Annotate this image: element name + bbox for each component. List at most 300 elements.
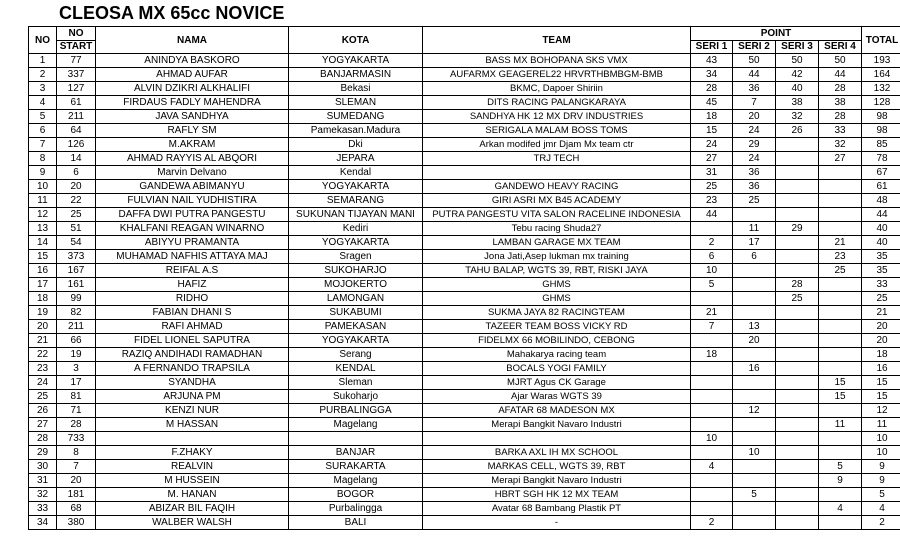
cell-total: 164	[862, 68, 900, 82]
cell-kota: MOJOKERTO	[289, 278, 423, 292]
cell-no-start: 28	[57, 418, 96, 432]
cell-seri-2: 20	[733, 334, 776, 348]
cell-seri-2	[733, 208, 776, 222]
cell-no: 28	[29, 432, 57, 446]
cell-seri-4: 9	[819, 474, 862, 488]
cell-total: 44	[862, 208, 900, 222]
table-row	[29, 222, 900, 236]
cell-team: GHMS	[423, 278, 691, 292]
table-row	[29, 264, 900, 278]
table-row	[29, 236, 900, 250]
cell-seri-2: 6	[733, 250, 776, 264]
cell-team	[423, 166, 691, 180]
cell-nama: A FERNANDO TRAPSILA	[96, 362, 289, 376]
cell-seri-3	[776, 320, 819, 334]
cell-kota: PAMEKASAN	[289, 320, 423, 334]
cell-seri-1: 34	[691, 68, 733, 82]
cell-no-start: 380	[57, 516, 96, 530]
cell-nama: SYANDHA	[96, 376, 289, 390]
cell-nama: ALVIN DZIKRI ALKHALIFI	[96, 82, 289, 96]
cell-total: 9	[862, 460, 900, 474]
cell-seri-4: 38	[819, 96, 862, 110]
cell-total: 11	[862, 418, 900, 432]
cell-no-start: 82	[57, 306, 96, 320]
cell-team: Ajar Waras WGTS 39	[423, 390, 691, 404]
cell-no: 11	[29, 194, 57, 208]
cell-no-start: 64	[57, 124, 96, 138]
cell-kota: Dki	[289, 138, 423, 152]
cell-team: SERIGALA MALAM BOSS TOMS	[423, 124, 691, 138]
cell-no: 16	[29, 264, 57, 278]
cell-nama: M. HANAN	[96, 488, 289, 502]
cell-kota: Magelang	[289, 474, 423, 488]
cell-team: LAMBAN GARAGE MX TEAM	[423, 236, 691, 250]
cell-seri-2: 36	[733, 180, 776, 194]
cell-total: 85	[862, 138, 900, 152]
cell-total: 61	[862, 180, 900, 194]
cell-seri-3	[776, 432, 819, 446]
cell-nama: RAZIQ ANDIHADI RAMADHAN	[96, 348, 289, 362]
cell-kota: JEPARA	[289, 152, 423, 166]
cell-kota: BANJARMASIN	[289, 68, 423, 82]
cell-nama: MUHAMAD NAFHIS ATTAYA MAJ	[96, 250, 289, 264]
cell-no: 8	[29, 152, 57, 166]
table-row	[29, 278, 900, 292]
cell-no-start: 167	[57, 264, 96, 278]
cell-seri-1	[691, 376, 733, 390]
cell-seri-2: 13	[733, 320, 776, 334]
table-row	[29, 334, 900, 348]
cell-no-start: 126	[57, 138, 96, 152]
cell-seri-4: 28	[819, 82, 862, 96]
table-row	[29, 390, 900, 404]
cell-kota: BALI	[289, 516, 423, 530]
cell-seri-2	[733, 516, 776, 530]
cell-seri-4: 21	[819, 236, 862, 250]
cell-seri-3	[776, 474, 819, 488]
table-row	[29, 68, 900, 82]
cell-no-start: 81	[57, 390, 96, 404]
cell-team: GHMS	[423, 292, 691, 306]
cell-seri-1: 6	[691, 250, 733, 264]
cell-seri-4: 33	[819, 124, 862, 138]
cell-kota: Sragen	[289, 250, 423, 264]
cell-no: 31	[29, 474, 57, 488]
cell-no: 9	[29, 166, 57, 180]
cell-nama: M HASSAN	[96, 418, 289, 432]
cell-no-start: 68	[57, 502, 96, 516]
table-row	[29, 460, 900, 474]
cell-seri-4: 25	[819, 264, 862, 278]
cell-no: 25	[29, 390, 57, 404]
cell-no-start: 66	[57, 334, 96, 348]
cell-no-start: 71	[57, 404, 96, 418]
cell-total: 78	[862, 152, 900, 166]
cell-team: SUKMA JAYA 82 RACINGTEAM	[423, 306, 691, 320]
cell-seri-3: 42	[776, 68, 819, 82]
cell-team: Jona Jati,Asep lukman mx training	[423, 250, 691, 264]
cell-seri-1: 18	[691, 110, 733, 124]
cell-seri-1: 18	[691, 348, 733, 362]
cell-no: 14	[29, 236, 57, 250]
cell-no-start: 211	[57, 320, 96, 334]
cell-no-start: 127	[57, 82, 96, 96]
cell-kota: LAMONGAN	[289, 292, 423, 306]
cell-no-start: 20	[57, 180, 96, 194]
header-seri-1: SERI 1	[691, 41, 733, 54]
table-row	[29, 208, 900, 222]
cell-seri-2	[733, 460, 776, 474]
cell-total: 35	[862, 264, 900, 278]
table-row	[29, 488, 900, 502]
table-body	[29, 54, 900, 530]
cell-nama	[96, 432, 289, 446]
cell-seri-3	[776, 236, 819, 250]
cell-seri-3	[776, 460, 819, 474]
cell-total: 40	[862, 236, 900, 250]
cell-nama: FIRDAUS FADLY MAHENDRA	[96, 96, 289, 110]
cell-total: 15	[862, 376, 900, 390]
cell-total: 33	[862, 278, 900, 292]
cell-seri-2	[733, 474, 776, 488]
table-row	[29, 250, 900, 264]
cell-seri-2: 24	[733, 124, 776, 138]
cell-seri-4: 5	[819, 460, 862, 474]
table-row	[29, 432, 900, 446]
cell-seri-1: 4	[691, 460, 733, 474]
cell-seri-4	[819, 166, 862, 180]
cell-seri-4	[819, 516, 862, 530]
cell-nama: REALVIN	[96, 460, 289, 474]
table-row	[29, 110, 900, 124]
cell-seri-4	[819, 222, 862, 236]
cell-seri-3	[776, 348, 819, 362]
cell-seri-3: 32	[776, 110, 819, 124]
cell-kota: Serang	[289, 348, 423, 362]
cell-no-start: 7	[57, 460, 96, 474]
cell-no-start: 3	[57, 362, 96, 376]
cell-nama: REIFAL A.S	[96, 264, 289, 278]
cell-seri-2	[733, 432, 776, 446]
cell-nama: DAFFA DWI PUTRA PANGESTU	[96, 208, 289, 222]
cell-no: 24	[29, 376, 57, 390]
table-row	[29, 362, 900, 376]
cell-team: FIDELMX 66 MOBILINDO, CEBONG	[423, 334, 691, 348]
cell-no-start: 733	[57, 432, 96, 446]
table-row	[29, 404, 900, 418]
table-row	[29, 348, 900, 362]
header-seri-3: SERI 3	[776, 41, 819, 54]
cell-no: 30	[29, 460, 57, 474]
cell-seri-1: 21	[691, 306, 733, 320]
cell-seri-2: 24	[733, 152, 776, 166]
cell-total: 20	[862, 320, 900, 334]
header-no-start-top: NO	[57, 27, 96, 41]
cell-seri-4: 4	[819, 502, 862, 516]
header-seri-4: SERI 4	[819, 41, 862, 54]
cell-no: 17	[29, 278, 57, 292]
cell-kota: Kediri	[289, 222, 423, 236]
cell-nama: GANDEWA ABIMANYU	[96, 180, 289, 194]
cell-seri-4	[819, 292, 862, 306]
cell-seri-1: 2	[691, 516, 733, 530]
cell-nama: FULVIAN NAIL YUDHISTIRA	[96, 194, 289, 208]
cell-seri-1: 28	[691, 82, 733, 96]
cell-no-start: 337	[57, 68, 96, 82]
cell-nama: FIDEL LIONEL SAPUTRA	[96, 334, 289, 348]
cell-seri-4: 15	[819, 390, 862, 404]
cell-seri-3	[776, 376, 819, 390]
cell-team: MJRT Agus CK Garage	[423, 376, 691, 390]
table-header	[29, 27, 900, 54]
cell-seri-3	[776, 208, 819, 222]
cell-no: 27	[29, 418, 57, 432]
cell-no-start: 8	[57, 446, 96, 460]
cell-seri-1	[691, 446, 733, 460]
cell-no: 5	[29, 110, 57, 124]
cell-no: 1	[29, 54, 57, 68]
cell-nama: WALBER WALSH	[96, 516, 289, 530]
cell-seri-2: 29	[733, 138, 776, 152]
cell-no: 26	[29, 404, 57, 418]
cell-seri-4	[819, 362, 862, 376]
cell-no-start: 20	[57, 474, 96, 488]
cell-seri-4: 50	[819, 54, 862, 68]
cell-no: 23	[29, 362, 57, 376]
cell-no-start: 19	[57, 348, 96, 362]
table-row	[29, 516, 900, 530]
cell-seri-2: 25	[733, 194, 776, 208]
cell-seri-3	[776, 180, 819, 194]
cell-no: 6	[29, 124, 57, 138]
cell-seri-2: 17	[733, 236, 776, 250]
cell-team: GIRI ASRI MX B45 ACADEMY	[423, 194, 691, 208]
cell-no-start: 211	[57, 110, 96, 124]
cell-no-start: 54	[57, 236, 96, 250]
cell-total: 20	[862, 334, 900, 348]
cell-total: 128	[862, 96, 900, 110]
cell-total: 5	[862, 488, 900, 502]
cell-no: 10	[29, 180, 57, 194]
cell-seri-2: 5	[733, 488, 776, 502]
table-row	[29, 194, 900, 208]
cell-nama: RIDHO	[96, 292, 289, 306]
cell-total: 98	[862, 110, 900, 124]
cell-seri-1: 2	[691, 236, 733, 250]
cell-seri-3	[776, 390, 819, 404]
cell-team: HBRT SGH HK 12 MX TEAM	[423, 488, 691, 502]
cell-seri-1: 23	[691, 194, 733, 208]
header-kota: KOTA	[289, 27, 423, 54]
cell-total: 98	[862, 124, 900, 138]
cell-no: 3	[29, 82, 57, 96]
header-point: POINT	[691, 27, 862, 41]
cell-seri-2	[733, 264, 776, 278]
cell-kota: SURAKARTA	[289, 460, 423, 474]
cell-no: 19	[29, 306, 57, 320]
cell-seri-2	[733, 376, 776, 390]
cell-seri-4	[819, 446, 862, 460]
table-row	[29, 124, 900, 138]
cell-kota: SEMARANG	[289, 194, 423, 208]
cell-seri-4: 28	[819, 110, 862, 124]
cell-seri-4	[819, 208, 862, 222]
cell-seri-3: 50	[776, 54, 819, 68]
cell-seri-3	[776, 194, 819, 208]
cell-seri-3	[776, 516, 819, 530]
cell-kota: Bekasi	[289, 82, 423, 96]
cell-seri-4: 27	[819, 152, 862, 166]
cell-seri-1	[691, 390, 733, 404]
cell-seri-2	[733, 306, 776, 320]
cell-total: 48	[862, 194, 900, 208]
header-total: TOTAL	[862, 27, 900, 54]
cell-kota: SLEMAN	[289, 96, 423, 110]
cell-no: 20	[29, 320, 57, 334]
cell-team	[423, 432, 691, 446]
cell-nama: ABIYYU PRAMANTA	[96, 236, 289, 250]
cell-seri-1	[691, 488, 733, 502]
cell-seri-3	[776, 152, 819, 166]
cell-nama: KENZI NUR	[96, 404, 289, 418]
cell-no: 22	[29, 348, 57, 362]
cell-seri-4	[819, 488, 862, 502]
cell-team: BOCALS YOGI FAMILY	[423, 362, 691, 376]
cell-seri-4	[819, 432, 862, 446]
cell-seri-3	[776, 334, 819, 348]
cell-seri-2	[733, 348, 776, 362]
cell-team: BASS MX BOHOPANA SKS VMX	[423, 54, 691, 68]
cell-nama: AHMAD AUFAR	[96, 68, 289, 82]
cell-seri-1	[691, 474, 733, 488]
cell-no: 33	[29, 502, 57, 516]
cell-seri-4: 32	[819, 138, 862, 152]
cell-seri-1	[691, 418, 733, 432]
cell-seri-3	[776, 306, 819, 320]
cell-no: 32	[29, 488, 57, 502]
cell-team: -	[423, 516, 691, 530]
cell-kota: SUKABUMI	[289, 306, 423, 320]
cell-seri-2	[733, 502, 776, 516]
table-row	[29, 418, 900, 432]
cell-seri-1: 44	[691, 208, 733, 222]
cell-team: TAZEER TEAM BOSS VICKY RD	[423, 320, 691, 334]
cell-team: TAHU BALAP, WGTS 39, RBT, RISKI JAYA	[423, 264, 691, 278]
cell-seri-2: 7	[733, 96, 776, 110]
cell-nama: JAVA SANDHYA	[96, 110, 289, 124]
cell-nama: M HUSSEIN	[96, 474, 289, 488]
cell-seri-1: 27	[691, 152, 733, 166]
cell-kota: Sukoharjo	[289, 390, 423, 404]
cell-seri-2	[733, 292, 776, 306]
cell-nama: HAFIZ	[96, 278, 289, 292]
cell-team: AUFARMX GEAGEREL22 HRVRTHBMBGM-BMB	[423, 68, 691, 82]
cell-seri-1	[691, 404, 733, 418]
cell-seri-3	[776, 502, 819, 516]
cell-seri-2: 44	[733, 68, 776, 82]
cell-no-start: 25	[57, 208, 96, 222]
cell-seri-4	[819, 348, 862, 362]
cell-total: 10	[862, 432, 900, 446]
cell-seri-2: 11	[733, 222, 776, 236]
cell-team: Merapi Bangkit Navaro Industri	[423, 418, 691, 432]
cell-total: 25	[862, 292, 900, 306]
cell-seri-4	[819, 194, 862, 208]
table-row	[29, 152, 900, 166]
table-row	[29, 306, 900, 320]
cell-kota: YOGYAKARTA	[289, 236, 423, 250]
cell-nama: RAFLY SM	[96, 124, 289, 138]
cell-kota: Magelang	[289, 418, 423, 432]
cell-nama: KHALFANI REAGAN WINARNO	[96, 222, 289, 236]
cell-team: TRJ TECH	[423, 152, 691, 166]
cell-team: Arkan modifed jmr Djam Mx team ctr	[423, 138, 691, 152]
cell-kota: SUKUNAN TIJAYAN MANI	[289, 208, 423, 222]
cell-nama: Marvin Delvano	[96, 166, 289, 180]
header-nama: NAMA	[96, 27, 289, 54]
cell-team: SANDHYA HK 12 MX DRV INDUSTRIES	[423, 110, 691, 124]
cell-no-start: 99	[57, 292, 96, 306]
cell-no: 18	[29, 292, 57, 306]
cell-total: 4	[862, 502, 900, 516]
cell-kota: Sleman	[289, 376, 423, 390]
cell-no: 15	[29, 250, 57, 264]
cell-team: Mahakarya racing team	[423, 348, 691, 362]
cell-total: 35	[862, 250, 900, 264]
cell-seri-4: 15	[819, 376, 862, 390]
cell-seri-4	[819, 320, 862, 334]
cell-seri-3: 25	[776, 292, 819, 306]
cell-nama: FABIAN DHANI S	[96, 306, 289, 320]
cell-seri-4: 44	[819, 68, 862, 82]
cell-kota	[289, 432, 423, 446]
cell-team: PUTRA PANGESTU VITA SALON RACELINE INDONESIA	[423, 208, 691, 222]
table-row	[29, 166, 900, 180]
cell-team: DITS RACING PALANGKARAYA	[423, 96, 691, 110]
cell-team: BKMC, Dapoer Shiriin	[423, 82, 691, 96]
cell-seri-3	[776, 138, 819, 152]
cell-no: 4	[29, 96, 57, 110]
cell-kota: BOGOR	[289, 488, 423, 502]
cell-seri-3	[776, 488, 819, 502]
cell-no-start: 373	[57, 250, 96, 264]
cell-seri-4	[819, 306, 862, 320]
cell-kota: Pamekasan.Madura	[289, 124, 423, 138]
table-row	[29, 180, 900, 194]
cell-no: 2	[29, 68, 57, 82]
cell-seri-3	[776, 362, 819, 376]
cell-seri-2	[733, 418, 776, 432]
cell-seri-2: 36	[733, 166, 776, 180]
cell-seri-2: 50	[733, 54, 776, 68]
cell-no: 29	[29, 446, 57, 460]
cell-total: 67	[862, 166, 900, 180]
table-row	[29, 292, 900, 306]
cell-seri-3	[776, 404, 819, 418]
cell-nama: ARJUNA PM	[96, 390, 289, 404]
cell-seri-2	[733, 390, 776, 404]
cell-seri-1	[691, 222, 733, 236]
cell-seri-1: 31	[691, 166, 733, 180]
cell-no-start: 17	[57, 376, 96, 390]
cell-seri-4	[819, 180, 862, 194]
cell-no: 13	[29, 222, 57, 236]
table-row	[29, 138, 900, 152]
cell-nama: RAFI AHMAD	[96, 320, 289, 334]
cell-seri-2: 20	[733, 110, 776, 124]
cell-no-start: 77	[57, 54, 96, 68]
cell-seri-2: 12	[733, 404, 776, 418]
